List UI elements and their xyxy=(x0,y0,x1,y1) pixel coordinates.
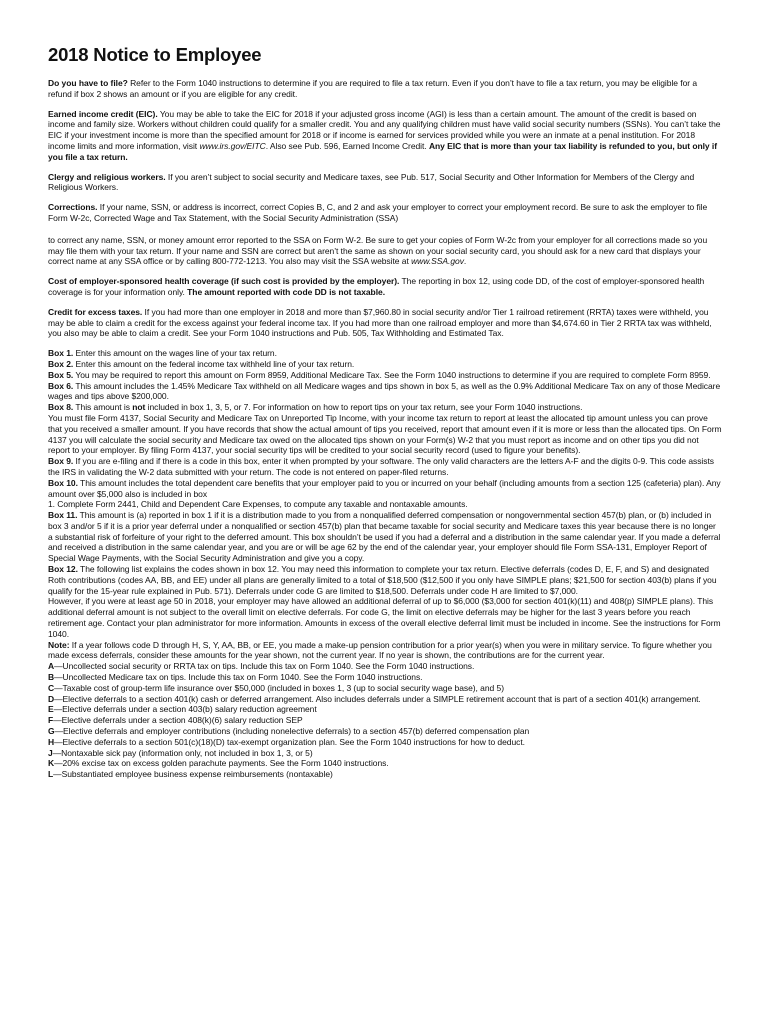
corrections-paragraph xyxy=(48,202,722,224)
code-letter: K xyxy=(48,758,55,769)
health-paragraph xyxy=(48,276,722,298)
code-text: —Elective deferrals under a section 403(b) salary reduction agreement xyxy=(53,704,317,715)
code-text: —Uncollected social security or RRTA tax on tips. Include this tax on Form 1040. See the Form 1040 instructions. xyxy=(54,661,475,672)
box10-paragraph-2 xyxy=(48,499,722,510)
code-letter: B xyxy=(48,672,55,683)
code-item xyxy=(48,661,722,672)
box2-text: Enter this amount on the federal income tax withheld line of your tax return. xyxy=(73,358,355,369)
page-title: 2018 Notice to Employee xyxy=(48,44,262,65)
code-item xyxy=(48,683,722,694)
eic-heading: Earned income credit (EIC). xyxy=(48,108,158,119)
box6-heading: Box 6. xyxy=(48,380,74,391)
box5-heading: Box 5. xyxy=(48,369,74,380)
box10-text: This amount includes the total dependent care benefits that your employer paid to you or incurred on your behalf (including amounts from a section 125 (cafeteria) plan). Any amount over $5,000 also is included in box xyxy=(48,477,721,499)
code-item xyxy=(48,758,722,769)
corrections-text-2: to correct any name, SSN, or money amount error reported to the SSA on Form W-2. Be sure to get your copies of Form W-2c from your employer for all corrections made so you may file them with your tax return. If your name and SSN are correct but aren’t the same as shown on your social security card, you should ask for a new card that displays your correct name at any SSA office or by calling 800-772-1213. You also may visit the SSA website at xyxy=(48,234,708,267)
health-text: The reporting in box 12, using code DD, of the cost of employer-sponsored health coverage is for your information only. xyxy=(48,276,705,297)
code-letter: D xyxy=(48,693,55,704)
excess-text: If you had more than one employer in 2018 and more than $7,960.80 in social security and/or Tier 1 railroad retirement (RRTA) taxes were withheld, you may be able to claim a credit for the excess against your federal income tax. If you had more than one railroad employer and more than $4,674.60 in Tier 2 RRTA tax was withheld, you also may be able to claim a credit. See your Form 1040 instructions and Pub. 505, Tax Withholding and Estimated Tax. xyxy=(48,306,712,339)
box6-text: This amount includes the 1.45% Medicare Tax withheld on all Medicare wages and tips shown in box 5, as well as the 0.9% Additional Medicare Tax on any of those Medicare wages and tips above $200,000. xyxy=(48,380,721,402)
box6-paragraph xyxy=(48,381,722,403)
clergy-text: If you aren’t subject to social security and Medicare taxes, see Pub. 517, Social Security and Other Information for Members of the Clergy and Religious Workers. xyxy=(48,171,695,193)
code-item xyxy=(48,672,722,683)
code-letter: H xyxy=(48,736,55,747)
code-item xyxy=(48,748,722,759)
file-heading: Do you have to file? xyxy=(48,78,128,88)
box8-heading: Box 8. xyxy=(48,402,74,413)
eic-text-2: . Also see Pub. 596, Earned Income Credit. xyxy=(265,140,429,151)
box2-heading: Box 2. xyxy=(48,358,74,369)
box8-text: This amount is xyxy=(73,402,133,413)
note-heading: Note: xyxy=(48,639,70,650)
code-text: —Elective deferrals and employer contributions (including nonelective deferrals) to a section 457(b) deferred compensation plan xyxy=(54,726,530,737)
box8-paragraph xyxy=(48,402,722,413)
box8-paragraph-2 xyxy=(48,413,722,456)
box2-paragraph xyxy=(48,359,722,370)
corrections-heading: Corrections. xyxy=(48,202,98,213)
box12-paragraph xyxy=(48,564,722,596)
health-bold-note: The amount reported with code DD is not taxable. xyxy=(187,286,386,297)
box12-text-2: However, if you were at least age 50 in 2018, your employer may have allowed an additional deferral of up to $6,000 ($3,000 for section 401(k)(11) and 408(p) SIMPLE plans). This additional deferral amount is not subject to the overall limit on elective deferrals. For code G, the limit on elective deferrals may be higher for the last 3 years before you reach retirement age. Contact your plan administrator for more information. Amounts in excess of the overall elective deferral limit must be included in income. See the instructions for Form 1040. xyxy=(48,596,721,639)
note-paragraph xyxy=(48,640,722,662)
box5-text: You may be required to report this amount on Form 8959, Additional Medicare Tax. See the Form 1040 instructions to determine if you are required to complete Form 8959. xyxy=(73,369,711,380)
code-letter: E xyxy=(48,704,54,715)
corrections-text: If your name, SSN, or address is incorrect, correct Copies B, C, and 2 and ask your employer to correct your employment record. Be sure to ask the employer to file Form W-2c, Corrected Wage and Tax Statement, with the Social Security Administration (SSA) xyxy=(48,202,708,223)
box11-heading: Box 11. xyxy=(48,510,78,521)
eic-link[interactable]: www.irs.gov/EITC xyxy=(199,140,266,151)
code-text: —Nontaxable sick pay (information only, not included in box 1, 3, or 5) xyxy=(52,747,313,758)
box10-text-2: 1. Complete Form 2441, Child and Dependent Care Expenses, to compute any taxable and nontaxable amounts. xyxy=(48,499,468,510)
code-text: —Elective deferrals under a section 408(k)(6) salary reduction SEP xyxy=(53,715,303,726)
file-text: Refer to the Form 1040 instructions to determine if you are required to file a tax return. Even if you don’t have to file a tax return, you may be eligible for a refund if box 2 shows an amount or if you are eligible for any credit. xyxy=(48,78,698,99)
box10-paragraph xyxy=(48,478,722,500)
box1-heading: Box 1. xyxy=(48,348,74,359)
code-item xyxy=(48,726,722,737)
box8-text-3: You must file Form 4137, Social Security and Medicare Tax on Unreported Tip Income, with your income tax return to report at least the allocated tip amount unless you can prove that you received a smaller amount. If you have records that show the actual amount of tips you received, report that amount even if it is more or less than the allocated tips. On Form 4137 you will calculate the social security and Medicare tax owed on the allocated tips shown on your Form(s) W-2 that you must report as income and on other tips you did not report to your employer. By filing Form 4137, your social security tips will be credited to your social security record (used to figure your benefits). xyxy=(48,412,722,456)
health-heading: Cost of employer-sponsored health coverage (if such cost is provided by the employer). xyxy=(48,276,400,287)
file-paragraph xyxy=(48,78,722,100)
box1-paragraph xyxy=(48,348,722,359)
eic-paragraph xyxy=(48,109,722,163)
note-text: If a year follows code D through H, S, Y, AA, BB, or EE, you made a make-up pension contribution for a prior year(s) when you were in military service. To figure whether you made excess deferrals, consider these amounts for the year shown, not the current year. If no year is shown, the contributions are for the current year. xyxy=(48,639,712,661)
box9-paragraph xyxy=(48,456,722,478)
corrections-paragraph-2 xyxy=(48,235,722,267)
clergy-paragraph xyxy=(48,172,722,194)
code-text: —Substantiated employee business expense reimbursements (nontaxable) xyxy=(53,769,333,780)
code-text: —Elective deferrals to a section 501(c)(18)(D) tax-exempt organization plan. See the Form 1040 instructions for how to deduct. xyxy=(54,736,525,747)
ssa-link[interactable]: www.SSA.gov xyxy=(411,256,464,267)
corrections-end: . xyxy=(463,256,467,267)
box11-text: This amount is (a) reported in box 1 if it is a distribution made to you from a nonqualified deferred compensation or nongovernmental section 457(b) plan, or (b) included in box 3 and/or 5 if it is a prior year deferral under a nonqualified or section 457(b) plan that became taxable for social security and Medicare taxes this year because there is no longer a substantial risk of forfeiture of your right to the deferred amount. This box shouldn’t be used if you had a deferral and a distribution in the same calendar year. If you made a deferral and received a distribution in the same calendar year, and you are or will be age 62 by the end of the calendar year, your employer should file Form SSA-131, Employer Report of Special Wage Payments, with the Social Security Administration and give you a copy. xyxy=(48,510,721,564)
box10-heading: Box 10. xyxy=(48,477,78,488)
code-letter: C xyxy=(48,682,55,693)
clergy-heading: Clergy and religious workers. xyxy=(48,171,166,182)
box12-heading: Box 12. xyxy=(48,564,78,575)
code-letter: A xyxy=(48,661,55,672)
eic-bold-note: Any EIC that is more than your tax liability is refunded to you, but only if you file a tax return. xyxy=(48,140,718,162)
excess-heading: Credit for excess taxes. xyxy=(48,306,143,317)
code-item xyxy=(48,737,722,748)
box12-text: The following list explains the codes shown in box 12. You may need this information to complete your tax return. Elective deferrals (codes D, E, F, and S) and designated Roth contributions (codes AA, BB, and EE) under all plans are generally limited to a total of $18,500 ($12,500 if you only have SIMPLE plans; $21,500 for section 403(b) plans if you qualify for the 15-year rule explained in Pub. 571). Deferrals under code G are limited to $18,500. Deferrals under code H are limited to $7,000. xyxy=(48,564,717,596)
code-item xyxy=(48,715,722,726)
code-letter: L xyxy=(48,769,54,780)
box9-heading: Box 9. xyxy=(48,456,74,467)
box11-paragraph xyxy=(48,510,722,564)
box12-paragraph-2 xyxy=(48,596,722,639)
code-letter: G xyxy=(48,726,55,737)
excess-paragraph xyxy=(48,307,722,339)
code-text: —20% excise tax on excess golden parachute payments. See the Form 1040 instructions. xyxy=(54,758,389,769)
code-text: —Elective deferrals to a section 401(k) cash or deferred arrangement. Also includes deferrals under a SIMPLE retirement account that is part of a section 401(k) arrangement. xyxy=(54,693,701,704)
box8-text-2: included in box 1, 3, 5, or 7. For information on how to report tips on your tax return, see your Form 1040 instructions. xyxy=(145,402,583,413)
code-text: —Uncollected Medicare tax on tips. Include this tax on Form 1040. See the Form 1040 instructions. xyxy=(54,672,423,683)
code-letter: F xyxy=(48,715,54,726)
eic-text: You may be able to take the EIC for 2018 if your adjusted gross income (AGI) is less than a certain amount. The amount of the credit is based on income and family size. Workers without children could qualify for a smaller credit. You and any qualifying children must have valid social security numbers (SSNs). You can’t take the EIC if your investment income is more than the specified amount for 2018 or if income is earned for services provided while you were an inmate at a penal institution. For 2018 income limits and more information, visit xyxy=(48,108,721,151)
box1-text: Enter this amount on the wages line of your tax return. xyxy=(73,348,277,359)
code-item xyxy=(48,704,722,715)
box5-paragraph xyxy=(48,370,722,381)
code-item xyxy=(48,769,722,780)
code-text: —Taxable cost of group-term life insurance over $50,000 (included in boxes 1, 3 (up to social security wage base), and 5) xyxy=(54,682,504,693)
box8-not: not xyxy=(132,402,146,413)
code-letter: J xyxy=(48,747,53,758)
box9-text: If you are e-filing and if there is a code in this box, enter it when prompted by your software. The only valid characters are the letters A-F and the digits 0-9. This code assists the IRS in validating the W-2 data submitted with your return. The code is not entered on paper-filed returns. xyxy=(48,456,714,477)
code-item xyxy=(48,694,722,705)
